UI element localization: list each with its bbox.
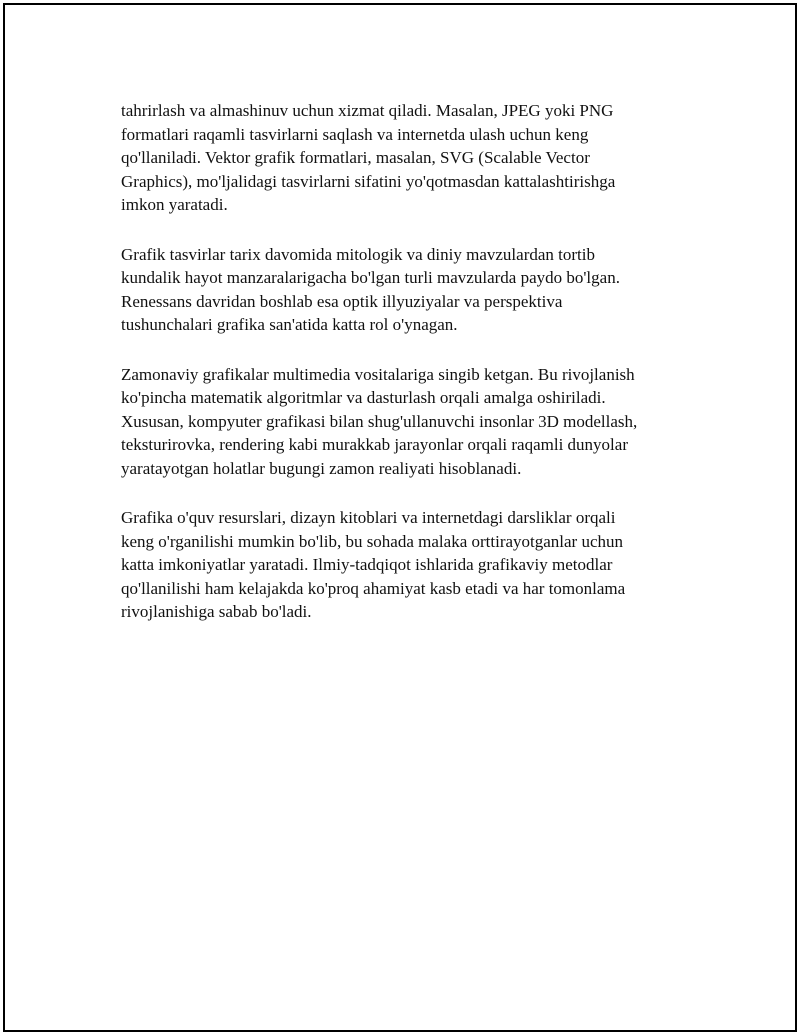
- paragraph-line: yaratayotgan holatlar bugungi zamon realiyati hisoblanadi.: [121, 458, 522, 478]
- paragraph-line: Zamonaviy grafikalar multimedia vositalariga singib ketgan. Bu rivojlanish: [121, 364, 635, 384]
- paragraph-line: qo'llaniladi. Vektor grafik formatlari, masalan, SVG (Scalable Vector: [121, 148, 590, 167]
- page-frame: [3, 3, 797, 1032]
- paragraph-history: [121, 243, 701, 337]
- paragraph-line: Graphics), mo'ljalidagi tasvirlarni sifatini yo'qotmasdan kattalashtirishga: [121, 171, 616, 191]
- paragraph-line: formatlari raqamli tasvirlarni saqlash va internetda ulash uchun keng: [121, 124, 589, 144]
- paragraph-line: Grafika o'quv resurslari, dizayn kitoblari va internetdagi darsliklar orqali: [121, 508, 616, 527]
- paragraph-line: ko'pincha matematik algoritmlar va dasturlash orqali amalga oshiriladi.: [121, 388, 606, 407]
- paragraph-line: teksturirovka, rendering kabi murakkab jarayonlar orqali raqamli dunyolar: [121, 435, 628, 454]
- paragraph-line: Xususan, kompyuter grafikasi bilan shug'ullanuvchi insonlar 3D modellash,: [121, 411, 638, 431]
- document-body: [121, 99, 701, 650]
- paragraph-line: qo'llanilishi ham kelajakda ko'proq ahamiyat kasb etadi va har tomonlama: [121, 578, 626, 598]
- paragraph-line: rivojlanishiga sabab bo'ladi.: [121, 602, 312, 621]
- paragraph-line: Renessans davridan boshlab esa optik illyuziyalar va perspektiva: [121, 291, 563, 311]
- paragraph-file-formats: [121, 99, 701, 217]
- paragraph-learning-resources: [121, 506, 701, 624]
- paragraph-line: imkon yaratadi.: [121, 195, 228, 214]
- paragraph-line: keng o'rganilishi mumkin bo'lib, bu sohada malaka orttirayotganlar uchun: [121, 531, 624, 551]
- paragraph-line: Grafik tasvirlar tarix davomida mitologik va diniy mavzulardan tortib: [121, 244, 595, 264]
- paragraph-line: kundalik hayot manzaralarigacha bo'lgan turli mavzularda paydo bo'lgan.: [121, 268, 620, 287]
- paragraph-line: katta imkoniyatlar yaratadi. Ilmiy-tadqiqot ishlarida grafikaviy metodlar: [121, 555, 613, 574]
- paragraph-modern-graphics: [121, 363, 701, 481]
- paragraph-line: tushunchalari grafika san'atida katta rol o'ynagan.: [121, 315, 458, 334]
- paragraph-line: tahrirlash va almashinuv uchun xizmat qiladi. Masalan, JPEG yoki PNG: [121, 101, 614, 120]
